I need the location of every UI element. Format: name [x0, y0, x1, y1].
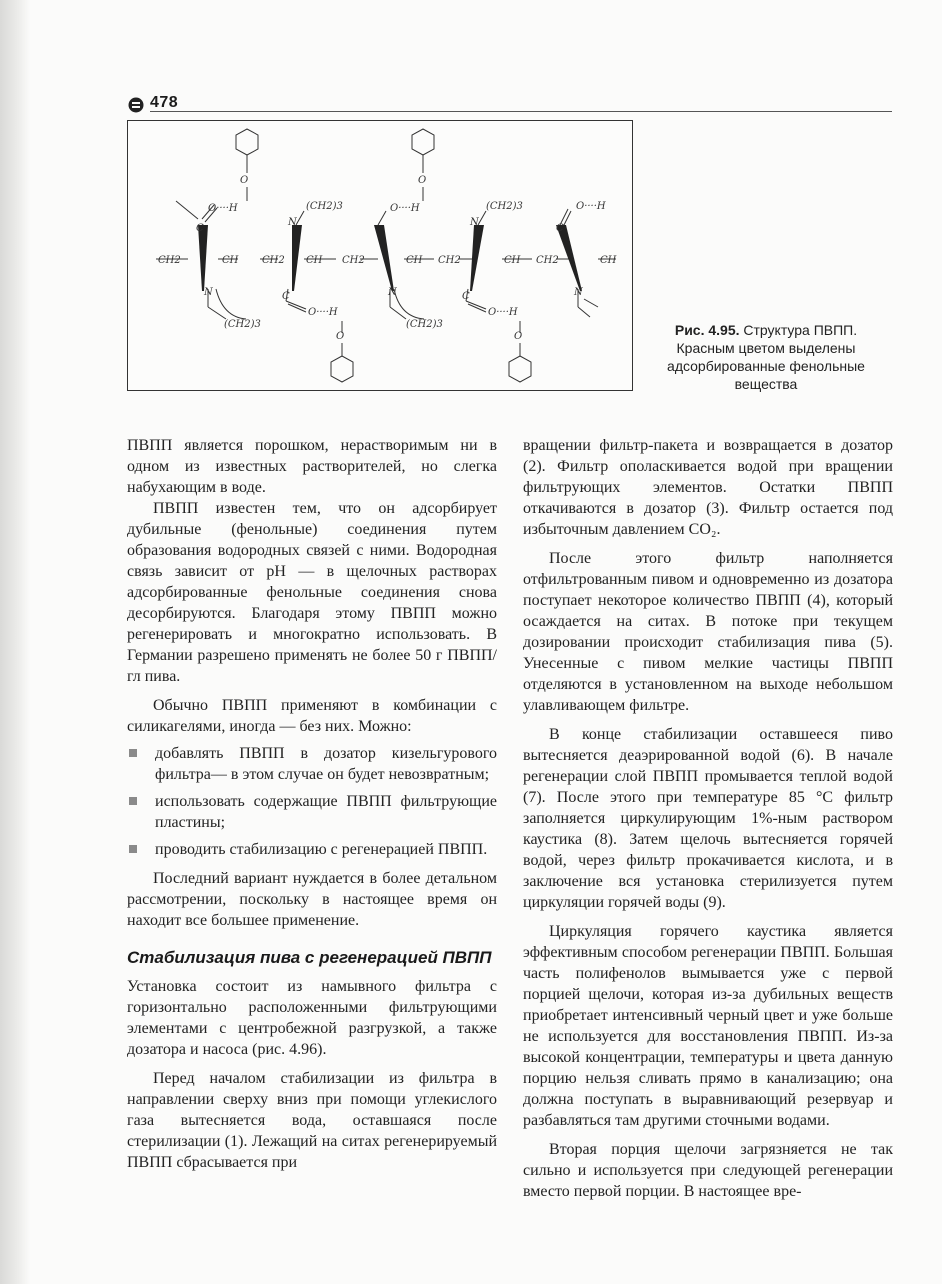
paragraph: вращении фильтр-пакета и возвращается в дозатор (2). Фильтр ополаскивается водой при вращении фильтрующих элементов. Остатки ПВПП откачиваются в дозатор (3). Фильтр остается под избыточным давлением CO₂.	[523, 437, 893, 538]
label-hbond: O····H	[390, 203, 420, 214]
figure-pvpp-structure	[127, 120, 633, 391]
paragraph: ПВПП известен тем, что он адсорбирует дубильные (фенольные) соединения путем образования водородных связей с ними. Водородная связь зависит от pH — в щелочных растворах адсорбированные фенольные соединения снова десорбируются. Благодаря этому ПВПП можно регенерировать и многократно использовать. В Германии разрешено применять не более 50 г ПВПП/гл пива.	[127, 500, 497, 685]
label-hbond: O····H	[488, 307, 518, 318]
figure-caption	[650, 321, 882, 393]
list-item	[127, 743, 497, 785]
bullet-icon	[129, 845, 137, 853]
pvpp-structure-diagram	[128, 121, 631, 389]
section-heading: Стабилизация пива с регенерацией ПВПП	[127, 948, 492, 967]
paragraph: Перед началом стабилизации из фильтра в направлении сверху вниз при помощи углекислого газа вытесняется вода, оставшаяся после стерилизации (1). Лежащий на ситах регенерируемый ПВПП сбрасывается при	[127, 1070, 497, 1171]
right-column	[523, 435, 893, 1202]
paragraph: Установка состоит из намывного фильтра с горизонтально расположенными фильтрующими элементами с центробежной разгрузкой, а также дозатора и насоса (рис. 4.96).	[127, 978, 497, 1058]
label-ch2: CH2	[536, 255, 559, 266]
paragraph: ПВПП является порошком, нерастворимым ни в одном из известных растворителей, но слегка набухающим в воде.	[127, 437, 497, 496]
list-item-text: использовать содержащие ПВПП фильтрующие пластины;	[155, 793, 497, 831]
label-o: O	[240, 175, 249, 186]
label-n: N	[204, 287, 213, 298]
caption-text: Структура ПВПП. Красным цветом выделены адсорбированные фенольные вещества	[667, 322, 865, 392]
paragraph: Последний вариант нуждается в более детальном рассмотрении, поскольку в настоящее время он находит все большее применение.	[127, 870, 497, 929]
page-header	[128, 94, 892, 118]
label-hbond: O····H	[576, 201, 606, 212]
label-hbond: O····H	[308, 307, 338, 318]
label-c: C	[556, 223, 564, 234]
page-number: 478	[150, 94, 179, 111]
label-ch: CH	[306, 255, 323, 266]
label-ch2: CH2	[158, 255, 181, 266]
bullet-list	[127, 743, 497, 860]
caption-label: Рис. 4.95.	[674, 322, 740, 338]
label-c: C	[196, 223, 204, 234]
bullet-icon	[129, 749, 137, 757]
label-c: C	[462, 291, 470, 302]
label-ch2-3: (CH2)3	[406, 319, 443, 330]
bullet-icon	[129, 797, 137, 805]
label-o: O	[336, 331, 345, 342]
label-o: O	[418, 175, 427, 186]
label-ch2-3: (CH2)3	[306, 201, 343, 212]
paragraph: После этого фильтр наполняется отфильтрованным пивом и одновременно из дозатора поступает некоторое количество ПВПП (4), который осаждается на ситах. В потоке при текущем дозировании происходит стабилизация пива (5). Унесенные с пивом мелкие частицы ПВПП отделяются в установленном на выходе небольшом улавливающем фильтре.	[523, 550, 893, 714]
list-item	[127, 839, 497, 860]
label-ch2-3: (CH2)3	[224, 319, 261, 330]
label-n: N	[388, 287, 397, 298]
label-ch2: CH2	[438, 255, 461, 266]
label-ch: CH	[600, 255, 617, 266]
page-marker-icon	[128, 97, 144, 113]
paragraph: В конце стабилизации оставшееся пиво вытесняется деаэрированной водой (6). В начале регенерации слой ПВПП промывается теплой водой (7). После этого при температуре 85 °С фильтр заполняется циркулирующим 1%-ным раствором каустика (8). Затем щелочь вытесняется горячей водой, через фильтр прокачивается кислота, и в заключение вся установка стерилизуется путем циркуляции горячей воды (9).	[523, 726, 893, 911]
label-hbond: O····H	[208, 203, 238, 214]
paragraph: Циркуляция горячего каустика является эффективным способом регенерации ПВПП. Большая часть полифенолов вымывается уже с первой порцией щелочи, которая из-за дубильных веществ приобретает интенсивный черный цвет и уже больше не используется для восстановления ПВПП. Из-за высокой концентрации, температуры и цвета данную порцию нельзя сливать прямо в канализацию; она должна поступать в выравнивающий резервуар и разбавляться там другими сточными водами.	[523, 923, 893, 1129]
paragraph: Обычно ПВПП применяют в комбинации с силикагелями, иногда — без них. Можно:	[127, 697, 497, 735]
scan-edge-shadow	[0, 0, 30, 1284]
list-item-text: проводить стабилизацию с регенерацией ПВПП.	[155, 841, 488, 858]
label-n: N	[574, 287, 583, 298]
label-ch: CH	[504, 255, 521, 266]
paragraph: Вторая порция щелочи загрязняется не так сильно и используется при следующей регенерации вместо первой порции. В настоящее вре-	[523, 1141, 893, 1200]
label-ch2-3: (CH2)3	[486, 201, 523, 212]
label-ch2: CH2	[262, 255, 285, 266]
header-rule	[150, 111, 892, 112]
list-item-text: добавлять ПВПП в дозатор кизельгурового фильтра— в этом случае он будет невозвратным;	[155, 745, 497, 783]
label-n: N	[470, 217, 479, 228]
label-ch: CH	[222, 255, 239, 266]
label-o: O	[514, 331, 523, 342]
label-ch: CH	[406, 255, 423, 266]
list-item	[127, 791, 497, 833]
label-c: C	[282, 291, 290, 302]
label-ch2: CH2	[342, 255, 365, 266]
label-n: N	[288, 217, 297, 228]
left-column	[127, 435, 497, 1173]
